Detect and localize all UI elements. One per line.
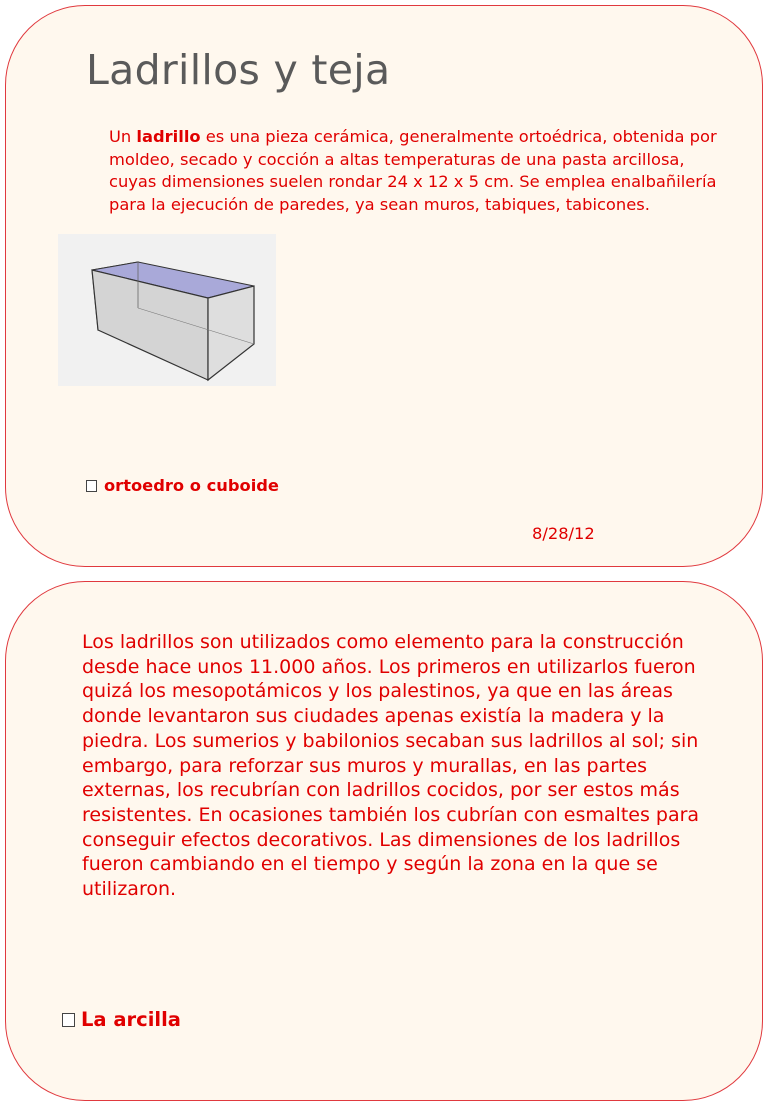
page-title: Ladrillos y teja — [86, 46, 391, 94]
intro-rest: es una pieza cerámica, generalmente ortoédrica, obtenida por moldeo, secado y cocción a altas temperaturas de una pasta arcillosa, cuyas dimensiones suelen rondar 24 x 12 x 5 cm. Se emplea enalbañilería para la ejecución de paredes, ya sean muros, tabiques, tabicones. — [109, 127, 717, 214]
intro-bold-word: ladrillo — [136, 127, 201, 146]
intro-prefix: Un — [109, 127, 137, 146]
intro-paragraph — [109, 126, 721, 216]
bullet-item — [86, 476, 279, 495]
checkbox-bullet-icon — [86, 480, 97, 492]
subheading — [62, 1008, 181, 1031]
slide-2 — [5, 581, 763, 1101]
history-paragraph: Los ladrillos son utilizados como elemento para la construcción desde hace unos 11.000 años. Los primeros en utilizarlos fueron quizá los mesopotámicos y los palestinos, ya que en las áreas donde levantaron sus ciudades apenas existía la madera y la piedra. Los sumerios y babilonios secaban sus ladrillos al sol; sin embargo, para reforzar sus muros y murallas, en las partes externas, los recubrían con ladrillos cocidos, por ser estos más resistentes. En ocasiones también los cubrían con esmaltes para conseguir efectos decorativos. Las dimensiones de los ladrillos fueron cambiando en el tiempo y según la zona en la que se utilizaron. — [82, 631, 700, 901]
subheading-text: La arcilla — [81, 1008, 181, 1031]
bullet-text: ortoedro o cuboide — [104, 476, 279, 495]
checkbox-bullet-icon — [62, 1013, 75, 1027]
cuboid-drawing-icon — [58, 234, 276, 386]
slide-date: 8/28/12 — [532, 524, 595, 543]
slide-1 — [5, 5, 763, 567]
